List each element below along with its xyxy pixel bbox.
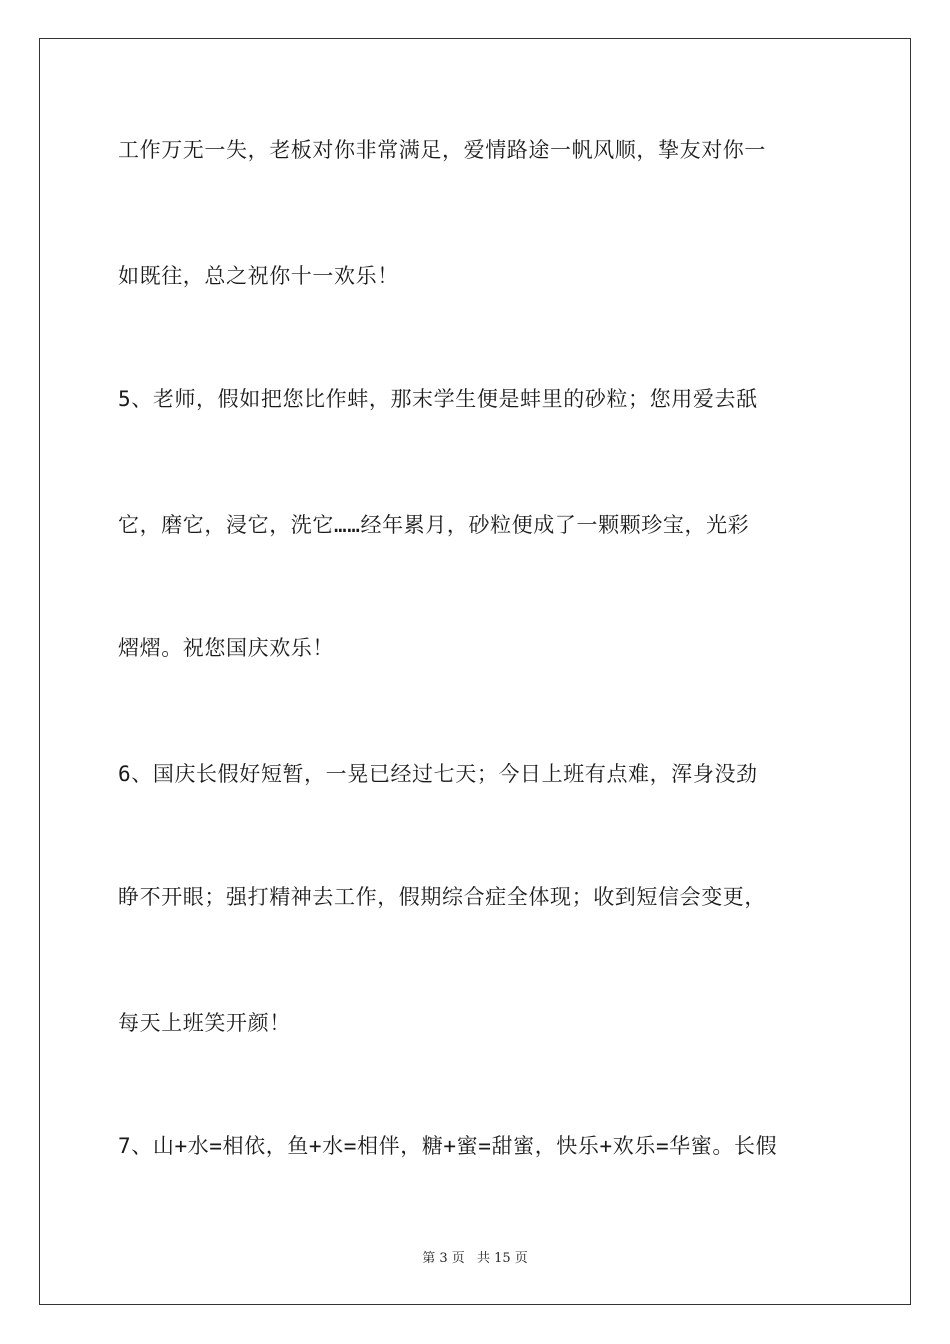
text-line-5: 熠熠。祝您国庆欢乐！ [118, 636, 334, 660]
text-line-6: 6、国庆长假好短暂，一晃已经过七天；今日上班有点难，浑身没劲 [118, 762, 758, 786]
page-number: 第 3 页 [422, 1251, 465, 1266]
text-line-7: 睁不开眼；强打精神去工作，假期综合症全体现；收到短信会变更， [118, 885, 766, 909]
text-line-1: 工作万无一失，老板对你非常满足，爱情路途一帆风顺，挚友对你一 [118, 138, 766, 162]
page-footer [0, 1247, 950, 1266]
page-total: 共 15 页 [476, 1251, 528, 1266]
text-line-4: 它，磨它，浸它，洗它……经年累月，砂粒便成了一颗颗珍宝，光彩 [118, 513, 750, 537]
page-border [39, 38, 911, 1305]
text-line-9: 7、山+水=相依，鱼+水=相伴，糖+蜜=甜蜜，快乐+欢乐=华蜜。长假 [118, 1134, 778, 1158]
text-line-2: 如既往，总之祝你十一欢乐！ [118, 264, 399, 288]
text-line-8: 每天上班笑开颜！ [118, 1011, 291, 1035]
text-line-3: 5、老师，假如把您比作蚌，那末学生便是蚌里的砂粒；您用爱去舐 [118, 387, 758, 411]
